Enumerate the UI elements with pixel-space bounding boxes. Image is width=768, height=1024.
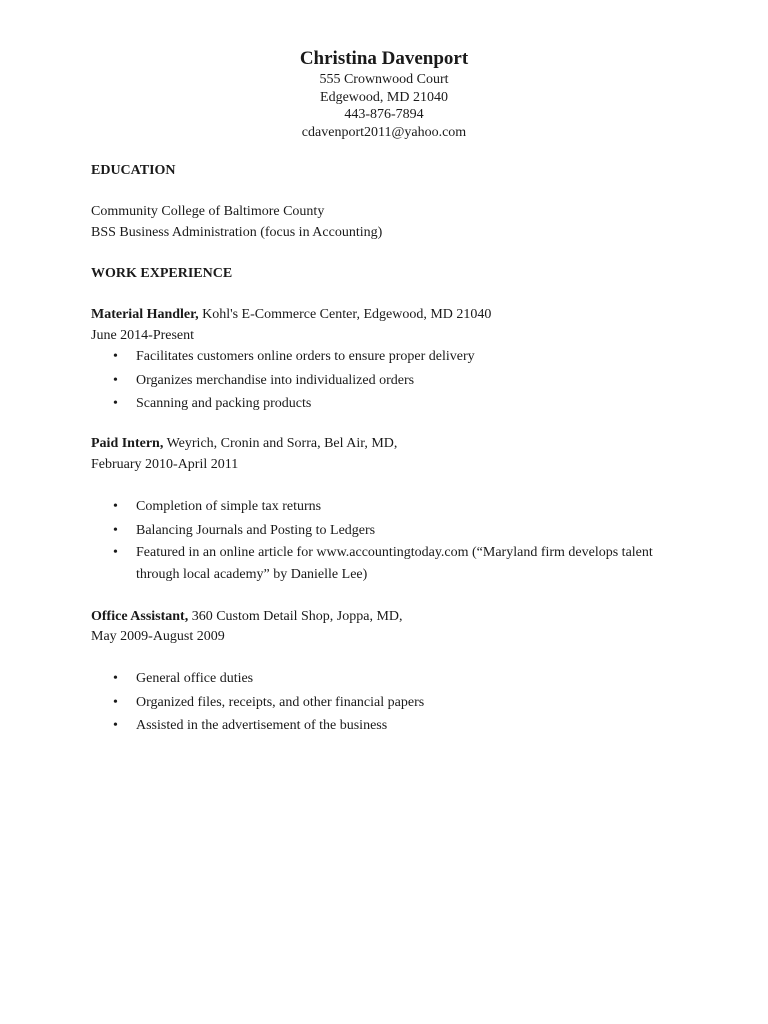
list-item: • Organizes merchandise into individualized orders xyxy=(91,369,475,393)
job-1-employer: Kohl's E-Commerce Center, Edgewood, MD 21040 xyxy=(198,307,492,322)
candidate-name: Christina Davenport xyxy=(299,48,469,69)
list-item: • Facilitates customers online orders to ensure proper delivery xyxy=(91,345,475,369)
job-1-dates: June 2014-Present xyxy=(91,328,195,343)
job-1-bullets xyxy=(91,345,475,416)
job-3-dates: May 2009-August 2009 xyxy=(91,629,225,644)
address-line-1: 555 Crownwood Court xyxy=(319,72,449,87)
list-item: • Completion of simple tax returns xyxy=(91,495,676,519)
bullet-icon: • xyxy=(113,694,118,710)
job-2-dates: February 2010-April 2011 xyxy=(91,457,239,472)
bullet-icon: • xyxy=(113,372,118,388)
bullet-icon: • xyxy=(113,545,118,560)
list-item: • Balancing Journals and Posting to Ledgers xyxy=(91,519,676,543)
address-line-2: Edgewood, MD 21040 xyxy=(320,89,448,105)
education-degree: BSS Business Administration (focus in Accounting) xyxy=(91,225,383,240)
job-1-title: Material Handler, xyxy=(91,307,199,322)
work-experience-heading: WORK EXPERIENCE xyxy=(91,266,233,281)
bullet-icon: • xyxy=(113,718,118,733)
list-item: • Scanning and packing products xyxy=(91,392,475,416)
bullet-icon: • xyxy=(113,349,118,364)
job-2-header xyxy=(91,435,397,453)
list-item: • General office duties xyxy=(91,667,424,691)
job-3-title: Office Assistant, xyxy=(91,609,189,624)
bullet-icon: • xyxy=(113,396,118,411)
job-2-title: Paid Intern, xyxy=(91,436,164,451)
bullet-icon: • xyxy=(113,499,118,514)
bullet-icon: • xyxy=(113,671,118,686)
resume-header xyxy=(0,47,768,141)
list-item: • Featured in an online article for www.accountingtoday.com (“Maryland firm develops talent through local academy” by Danielle Lee) xyxy=(91,542,676,586)
email-address: cdavenport2011@yahoo.com xyxy=(301,124,467,140)
job-3-bullets xyxy=(91,667,424,738)
bullet-icon: • xyxy=(113,522,118,538)
job-3-header xyxy=(91,608,403,626)
job-1-header xyxy=(91,306,491,324)
education-school: Community College of Baltimore County xyxy=(91,204,325,219)
list-item: • Assisted in the advertisement of the business xyxy=(91,714,424,738)
job-2-employer: Weyrich, Cronin and Sorra, Bel Air, MD, xyxy=(163,436,398,451)
education-heading: EDUCATION xyxy=(91,163,176,178)
phone-number: 443-876-7894 xyxy=(344,107,424,122)
job-3-employer: 360 Custom Detail Shop, Joppa, MD, xyxy=(188,609,403,624)
job-2-bullets xyxy=(91,495,676,586)
list-item: • Organized files, receipts, and other financial papers xyxy=(91,691,424,715)
